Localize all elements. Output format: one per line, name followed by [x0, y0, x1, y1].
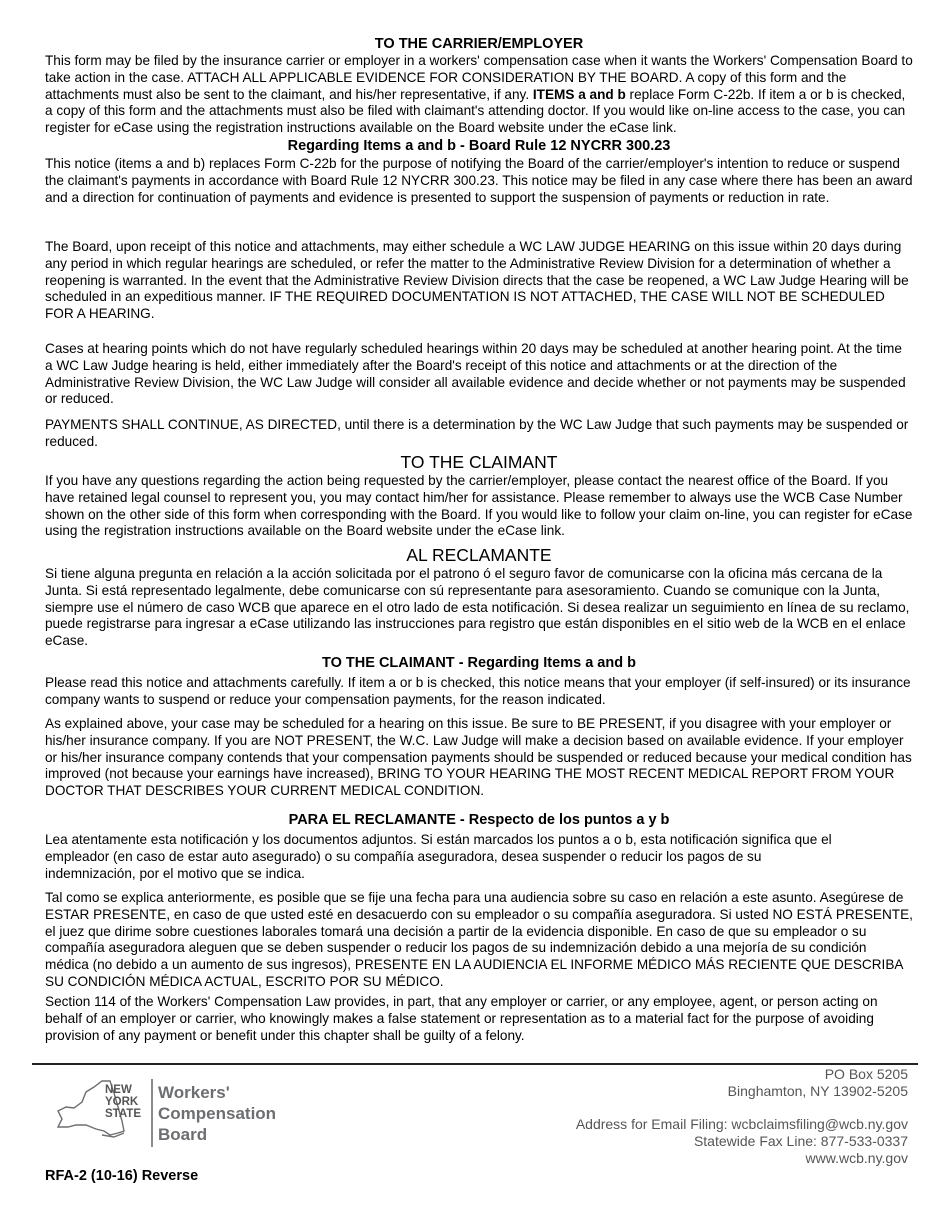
- claimant-title: TO THE CLAIMANT: [400, 452, 558, 472]
- carrier-text-b: replace Form C-22b. If item a or b is checked, a copy of this form and the attachments must also be filed with claimant's attending doctor. If you would like on-line access to the case, you can register for eCase using the registration instructions available on the Board website under the eCase link.: [45, 86, 906, 136]
- form-id: RFA-2 (10-16) Reverse: [45, 1168, 199, 1184]
- email-filing: Address for Email Filing: wcbclaimsfiling@wcb.ny.gov: [575, 1116, 908, 1132]
- reclamante-items-paragraph-1: Lea atentamente esta notificación y los documentos adjuntos. Si están marcados los puntos a o b, esta notificación significa que el empleador (en caso de estar auto asegurado) o su compañía aseguradora, desea suspender o reducir los pagos de su indemnización, por el motivo que se indica.: [45, 832, 832, 881]
- carrier-items-bold: ITEMS a and b: [532, 86, 626, 102]
- reclamante-paragraph: Si tiene alguna pregunta en relación a la acción solicitada por el patrono ó el seguro favor de comunicarse con la oficina más cercana de la Junta. Si está representado legalmente, debe comunicarse con sú representante para asesoramiento. Cuando se comunique con la Junta, siempre use el número de caso WCB que aparece en el otro lado de esta notificación. Si desea realizar un seguimiento en línea de su reclamo, puede registrarse para ingresar a eCase utilizando las instrucciones para registro que están disponibles en el sitio web de la WCB en el enlace eCase.: [45, 566, 910, 649]
- reclamante-items-title: PARA EL RECLAMANTE - Respecto de los puntos a y b: [288, 812, 670, 828]
- logo-board: Board: [158, 1125, 208, 1144]
- footer-divider: [32, 1063, 918, 1065]
- carrier-title: TO THE CARRIER/EMPLOYER: [374, 36, 584, 52]
- section-114-paragraph: Section 114 of the Workers' Compensation Law provides, in part, that any employer or carrier, or any employee, agent, or person acting on behalf of an employer or carrier, who knowingly makes a false statement or representation as to a material fact for the purpose of avoiding provision of any payment or benefit under this chapter shall be guilty of a felony.: [45, 994, 878, 1043]
- rule-section: [45, 138, 913, 155]
- mailing-address: [728, 1066, 908, 1100]
- logo-state: STATE: [105, 1108, 141, 1120]
- rule-paragraph-4: PAYMENTS SHALL CONTINUE, AS DIRECTED, until there is a determination by the WC Law Judge that such payments may be suspended or reduced.: [45, 417, 909, 449]
- claimant-title-wrap: [45, 452, 913, 472]
- reclamante-title: AL RECLAMANTE: [406, 545, 552, 565]
- claimant-items-paragraph-1: Please read this notice and attachments carefully. If item a or b is checked, this notice means that your employer (if self-insured) or its insurance company wants to suspend or reduce your compensation payments, for the reason indicated.: [45, 675, 911, 707]
- logo-state-text: [105, 1084, 141, 1120]
- logo-compensation: Compensation: [158, 1104, 277, 1123]
- logo-new: NEW: [105, 1084, 132, 1096]
- logo-york: YORK: [105, 1096, 139, 1108]
- po-box: PO Box 5205: [824, 1066, 908, 1082]
- city-zip: Binghamton, NY 13902-5205: [727, 1083, 908, 1099]
- rule-paragraph-2: The Board, upon receipt of this notice and attachments, may either schedule a WC LAW JUDGE HEARING on this issue within 20 days during any period in which regular hearings are scheduled, or refer the matter to the Administrative Review Division for a determination of whether a reopening is warranted. In the event that the Administrative Review Division directs that the case be reopened, a WC Law Judge Hearing will be scheduled in an expeditious manner. IF THE REQUIRED DOCUMENTATION IS NOT ATTACHED, THE CASE WILL NOT BE SCHEDULED FOR A HEARING.: [45, 239, 909, 322]
- carrier-paragraph: [45, 53, 913, 137]
- claimant-items-title-wrap: [45, 655, 913, 672]
- logo-agency-name: [158, 1082, 276, 1145]
- rule-title: Regarding Items a and b - Board Rule 12 NYCRR 300.23: [287, 138, 671, 154]
- fax-line: Statewide Fax Line: 877-533-0337: [693, 1133, 908, 1149]
- rule-paragraph-1: This notice (items a and b) replaces Form C-22b for the purpose of notifying the Board of the carrier/employer's intention to reduce or suspend the claimant's payments in accordance with Board Rule 12 NYCRR 300.23. This notice may be filed in any case where there has been an award and a direction for continuation of payments and evidence is presented to support the suspension of payments or reduction in rate.: [45, 156, 913, 205]
- carrier-section: [45, 36, 913, 137]
- logo-workers: Workers': [158, 1083, 230, 1102]
- rule-paragraph-3: Cases at hearing points which do not have regularly scheduled hearings within 20 days may be scheduled at another hearing point. At the time a WC Law Judge hearing is held, either immediately after the Board's receipt of this notice and attachments or at the direction of the Administrative Review Division, the WC Law Judge will consider all available evidence and decide whether or not payments may be suspended or reduced.: [45, 341, 906, 407]
- reclamante-items-paragraph-2: Tal como se explica anteriormente, es posible que se fije una fecha para una audiencia sobre su caso en relación a este asunto. Asegúrese de ESTAR PRESENTE, en caso de que usted esté en desacuerdo con su empleador o su compañía aseguradora. Si usted NO ESTÁ PRESENTE, el juez que dirime sobre cuestiones laborales tomará una decisión a partir de la evidencia disponible. En caso de que su empleador o su compañía aseguradora aleguen que se deben suspender o reducir los pagos de su indemnización debido a una mejoría de su condición médica (no debido a un aumento de sus ingresos), PRESENTE EN LA AUDIENCIA EL INFORME MÉDICO MÁS RECIENTE QUE DESCRIBA SU CONDICIÓN MÉDICA ACTUAL, ESCRITO POR SU MÉDICO.: [45, 890, 913, 989]
- reclamante-title-wrap: [45, 545, 913, 565]
- carrier-text-a: This form may be filed by the insurance carrier or employer in a workers' compensation case when it wants the Workers' Compensation Board to take action in the case. ATTACH ALL APPLICABLE EVIDENCE FOR CONSIDERATION BY THE BOARD. A copy of this form and the attachments must also be sent to the claimant, and his/her representative, if any.: [45, 53, 913, 102]
- reclamante-items-title-wrap: [45, 812, 913, 829]
- claimant-paragraph: If you have any questions regarding the action being requested by the carrier/employer, please contact the nearest office of the Board. If you have retained legal counsel to represent you, you may contact him/her for assistance. Please remember to always use the WCB Case Number shown on the other side of this form when corresponding with the Board. If you would like to follow your claim on-line, you can register for eCase using the registration instructions available on the Board website under the eCase link.: [45, 473, 913, 539]
- claimant-items-title: TO THE CLAIMANT - Regarding Items a and b: [322, 655, 636, 671]
- claimant-items-paragraph-2: As explained above, your case may be scheduled for a hearing on this issue. Be sure to BE PRESENT, if you disagree with your employer or his/her insurance company. If you are NOT PRESENT, the W.C. Law Judge will make a decision based on available evidence. If your employer or his/her insurance company contends that your compensation payments should be suspended or reduced because your medical condition has improved (not because your earnings have increased), BRING TO YOUR HEARING THE MOST RECENT MEDICAL REPORT FROM YOUR DOCTOR THAT DESCRIBES YOUR CURRENT MEDICAL CONDITION.: [45, 716, 912, 799]
- website: www.wcb.ny.gov: [805, 1150, 908, 1166]
- contact-info: [576, 1116, 908, 1167]
